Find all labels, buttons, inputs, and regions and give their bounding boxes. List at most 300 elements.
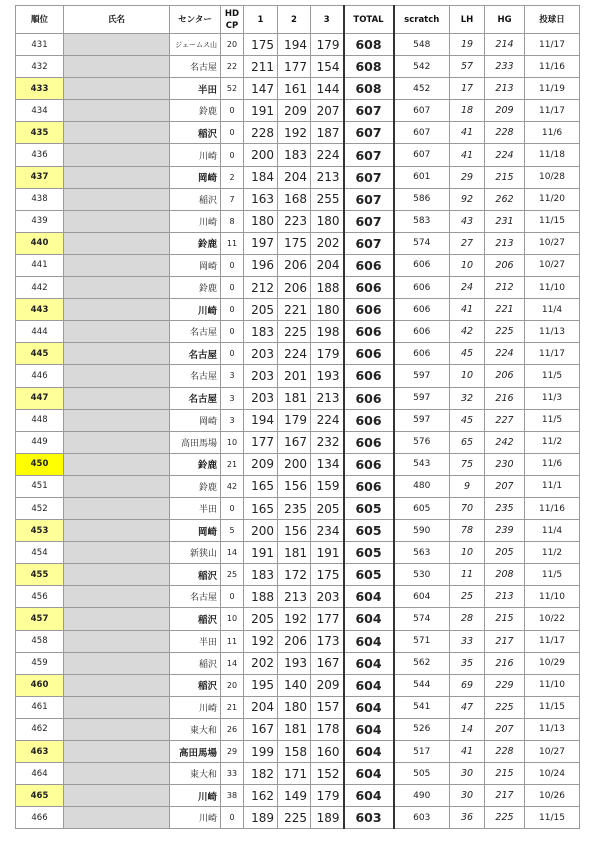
scratch-score: 605 (394, 497, 450, 519)
name-cell (64, 718, 170, 740)
high-game: 216 (485, 387, 525, 409)
table-row (16, 409, 580, 431)
game1-score: 194 (244, 409, 278, 431)
game2-score: 206 (278, 254, 311, 276)
center-cell: 川崎 (170, 144, 221, 166)
game2-score: 140 (278, 674, 311, 696)
total-score: 605 (344, 497, 394, 519)
play-date: 11/4 (525, 520, 580, 542)
center-cell: 東大和 (170, 718, 221, 740)
name-cell (64, 586, 170, 608)
total-score: 606 (344, 475, 394, 497)
total-score: 607 (344, 166, 394, 188)
scratch-score: 530 (394, 564, 450, 586)
low-high-diff: 18 (450, 100, 485, 122)
rank-cell: 464 (16, 763, 64, 785)
name-cell (64, 277, 170, 299)
total-score: 604 (344, 630, 394, 652)
game2-score: 175 (278, 232, 311, 254)
table-row (16, 34, 580, 56)
rank-cell: 458 (16, 630, 64, 652)
low-high-diff: 33 (450, 630, 485, 652)
name-cell (64, 56, 170, 78)
game1-score: 191 (244, 100, 278, 122)
rank-cell: 452 (16, 497, 64, 519)
high-game: 229 (485, 674, 525, 696)
game1-score: 191 (244, 542, 278, 564)
rank-cell: 445 (16, 343, 64, 365)
high-game: 209 (485, 100, 525, 122)
scratch-score: 586 (394, 188, 450, 210)
table-row (16, 100, 580, 122)
header-game1: 1 (244, 6, 278, 34)
high-game: 231 (485, 210, 525, 232)
rank-cell: 461 (16, 696, 64, 718)
total-score: 606 (344, 431, 394, 453)
rank-cell: 443 (16, 299, 64, 321)
total-score: 606 (344, 299, 394, 321)
table-row (16, 188, 580, 210)
low-high-diff: 45 (450, 409, 485, 431)
name-cell (64, 674, 170, 696)
table-row (16, 608, 580, 630)
game1-score: 165 (244, 475, 278, 497)
rank-cell: 439 (16, 210, 64, 232)
high-game: 235 (485, 497, 525, 519)
hdcp-cell: 0 (221, 254, 244, 276)
center-cell: 川崎 (170, 807, 221, 829)
game2-score: 171 (278, 763, 311, 785)
rank-cell: 450 (16, 453, 64, 475)
rank-cell: 435 (16, 122, 64, 144)
low-high-diff: 10 (450, 365, 485, 387)
play-date: 10/27 (525, 232, 580, 254)
low-high-diff: 32 (450, 387, 485, 409)
center-cell: 名古屋 (170, 343, 221, 365)
high-game: 215 (485, 166, 525, 188)
total-score: 604 (344, 608, 394, 630)
name-cell (64, 232, 170, 254)
hdcp-cell: 10 (221, 608, 244, 630)
table-row (16, 520, 580, 542)
scratch-score: 562 (394, 652, 450, 674)
scratch-score: 574 (394, 608, 450, 630)
game3-score: 160 (311, 741, 344, 763)
game3-score: 234 (311, 520, 344, 542)
play-date: 11/17 (525, 100, 580, 122)
table-row (16, 254, 580, 276)
game3-score: 198 (311, 321, 344, 343)
high-game: 208 (485, 564, 525, 586)
rank-cell: 434 (16, 100, 64, 122)
low-high-diff: 92 (450, 188, 485, 210)
game2-score: 156 (278, 520, 311, 542)
game2-score: 193 (278, 652, 311, 674)
name-cell (64, 365, 170, 387)
name-cell (64, 34, 170, 56)
low-high-diff: 78 (450, 520, 485, 542)
play-date: 11/16 (525, 497, 580, 519)
game2-score: 181 (278, 718, 311, 740)
game1-score: 147 (244, 78, 278, 100)
center-cell: 岡崎 (170, 254, 221, 276)
game1-score: 209 (244, 453, 278, 475)
low-high-diff: 36 (450, 807, 485, 829)
center-cell: 稲沢 (170, 674, 221, 696)
game2-score: 223 (278, 210, 311, 232)
game3-score: 188 (311, 277, 344, 299)
total-score: 605 (344, 520, 394, 542)
table-row (16, 343, 580, 365)
table-row (16, 166, 580, 188)
total-score: 604 (344, 741, 394, 763)
rank-cell: 438 (16, 188, 64, 210)
game1-score: 184 (244, 166, 278, 188)
game1-score: 188 (244, 586, 278, 608)
game1-score: 200 (244, 144, 278, 166)
rank-cell: 440 (16, 232, 64, 254)
game3-score: 159 (311, 475, 344, 497)
total-score: 604 (344, 785, 394, 807)
center-cell: 稲沢 (170, 564, 221, 586)
center-cell: 名古屋 (170, 586, 221, 608)
game1-score: 203 (244, 343, 278, 365)
hdcp-cell: 2 (221, 166, 244, 188)
rank-cell: 441 (16, 254, 64, 276)
name-cell (64, 785, 170, 807)
scratch-score: 606 (394, 321, 450, 343)
play-date: 11/5 (525, 365, 580, 387)
table-row (16, 321, 580, 343)
high-game: 217 (485, 785, 525, 807)
total-score: 608 (344, 34, 394, 56)
game3-score: 179 (311, 343, 344, 365)
play-date: 11/3 (525, 387, 580, 409)
high-game: 225 (485, 807, 525, 829)
hdcp-cell: 7 (221, 188, 244, 210)
table-row (16, 56, 580, 78)
table-row (16, 586, 580, 608)
game1-score: 211 (244, 56, 278, 78)
table-row (16, 78, 580, 100)
table-row (16, 807, 580, 829)
header-hg: HG (485, 6, 525, 34)
game1-score: 205 (244, 608, 278, 630)
table-row (16, 497, 580, 519)
hdcp-cell: 3 (221, 387, 244, 409)
name-cell (64, 652, 170, 674)
game1-score: 203 (244, 387, 278, 409)
game3-score: 178 (311, 718, 344, 740)
play-date: 11/15 (525, 807, 580, 829)
game1-score: 199 (244, 741, 278, 763)
game2-score: 201 (278, 365, 311, 387)
table-row (16, 564, 580, 586)
scratch-score: 606 (394, 343, 450, 365)
center-cell: 新狭山 (170, 542, 221, 564)
rank-cell: 455 (16, 564, 64, 586)
total-score: 607 (344, 144, 394, 166)
table-row (16, 210, 580, 232)
total-score: 606 (344, 365, 394, 387)
header-game2: 2 (278, 6, 311, 34)
game1-score: 212 (244, 277, 278, 299)
scratch-score: 606 (394, 277, 450, 299)
scratch-score: 590 (394, 520, 450, 542)
hdcp-cell: 0 (221, 122, 244, 144)
game2-score: 194 (278, 34, 311, 56)
game2-score: 179 (278, 409, 311, 431)
table-row (16, 696, 580, 718)
total-score: 604 (344, 718, 394, 740)
game3-score: 191 (311, 542, 344, 564)
center-cell: 岡崎 (170, 409, 221, 431)
play-date: 11/13 (525, 718, 580, 740)
hdcp-cell: 21 (221, 453, 244, 475)
table-row (16, 144, 580, 166)
high-game: 225 (485, 696, 525, 718)
game2-score: 156 (278, 475, 311, 497)
low-high-diff: 11 (450, 564, 485, 586)
header-hdcp-line2: CP (225, 20, 239, 31)
center-cell: 鈴鹿 (170, 453, 221, 475)
name-cell (64, 520, 170, 542)
header-name: 氏名 (64, 6, 170, 34)
low-high-diff: 9 (450, 475, 485, 497)
center-cell: 名古屋 (170, 365, 221, 387)
header-game3: 3 (311, 6, 344, 34)
scratch-score: 606 (394, 254, 450, 276)
header-lh: LH (450, 6, 485, 34)
scratch-score: 597 (394, 365, 450, 387)
hdcp-cell: 0 (221, 343, 244, 365)
game1-score: 175 (244, 34, 278, 56)
name-cell (64, 630, 170, 652)
game1-score: 189 (244, 807, 278, 829)
high-game: 228 (485, 122, 525, 144)
total-score: 607 (344, 210, 394, 232)
game1-score: 197 (244, 232, 278, 254)
play-date: 10/24 (525, 763, 580, 785)
high-game: 207 (485, 475, 525, 497)
game2-score: 180 (278, 696, 311, 718)
high-game: 207 (485, 718, 525, 740)
scratch-score: 597 (394, 387, 450, 409)
game3-score: 189 (311, 807, 344, 829)
hdcp-cell: 0 (221, 321, 244, 343)
game1-score: 202 (244, 652, 278, 674)
game1-score: 196 (244, 254, 278, 276)
game3-score: 213 (311, 387, 344, 409)
total-score: 604 (344, 763, 394, 785)
header-hdcp (221, 6, 244, 34)
play-date: 11/1 (525, 475, 580, 497)
high-game: 227 (485, 409, 525, 431)
game3-score: 202 (311, 232, 344, 254)
center-cell: 東大和 (170, 763, 221, 785)
play-date: 11/13 (525, 321, 580, 343)
play-date: 11/20 (525, 188, 580, 210)
scratch-score: 576 (394, 431, 450, 453)
table-row (16, 453, 580, 475)
table-row (16, 232, 580, 254)
high-game: 213 (485, 586, 525, 608)
low-high-diff: 30 (450, 785, 485, 807)
table-row (16, 387, 580, 409)
rank-cell: 456 (16, 586, 64, 608)
total-score: 604 (344, 674, 394, 696)
scratch-score: 601 (394, 166, 450, 188)
rank-cell: 465 (16, 785, 64, 807)
high-game: 216 (485, 652, 525, 674)
hdcp-cell: 0 (221, 144, 244, 166)
name-cell (64, 453, 170, 475)
rank-cell: 436 (16, 144, 64, 166)
game1-score: 180 (244, 210, 278, 232)
center-cell: 稲沢 (170, 122, 221, 144)
table-row (16, 674, 580, 696)
table-row (16, 652, 580, 674)
low-high-diff: 10 (450, 254, 485, 276)
high-game: 230 (485, 453, 525, 475)
game1-score: 163 (244, 188, 278, 210)
total-score: 606 (344, 277, 394, 299)
high-game: 214 (485, 34, 525, 56)
table-row (16, 299, 580, 321)
play-date: 11/2 (525, 542, 580, 564)
game3-score: 209 (311, 674, 344, 696)
total-score: 604 (344, 586, 394, 608)
total-score: 607 (344, 232, 394, 254)
high-game: 228 (485, 741, 525, 763)
name-cell (64, 166, 170, 188)
low-high-diff: 47 (450, 696, 485, 718)
center-cell: 名古屋 (170, 321, 221, 343)
center-cell: 岡崎 (170, 520, 221, 542)
low-high-diff: 70 (450, 497, 485, 519)
total-score: 606 (344, 409, 394, 431)
header-hdcp-line1: HD (224, 8, 240, 19)
game1-score: 195 (244, 674, 278, 696)
high-game: 217 (485, 630, 525, 652)
game3-score: 175 (311, 564, 344, 586)
play-date: 11/18 (525, 144, 580, 166)
game2-score: 167 (278, 431, 311, 453)
scratch-score: 526 (394, 718, 450, 740)
total-score: 606 (344, 453, 394, 475)
scratch-score: 606 (394, 299, 450, 321)
game3-score: 255 (311, 188, 344, 210)
name-cell (64, 100, 170, 122)
low-high-diff: 35 (450, 652, 485, 674)
rank-cell: 457 (16, 608, 64, 630)
hdcp-cell: 42 (221, 475, 244, 497)
play-date: 11/5 (525, 409, 580, 431)
scratch-score: 452 (394, 78, 450, 100)
center-cell: 鈴鹿 (170, 100, 221, 122)
play-date: 11/17 (525, 630, 580, 652)
game2-score: 206 (278, 277, 311, 299)
scratch-score: 563 (394, 542, 450, 564)
total-score: 607 (344, 188, 394, 210)
total-score: 606 (344, 343, 394, 365)
game3-score: 207 (311, 100, 344, 122)
game3-score: 224 (311, 144, 344, 166)
center-cell: 川崎 (170, 299, 221, 321)
total-score: 605 (344, 564, 394, 586)
hdcp-cell: 14 (221, 542, 244, 564)
game3-score: 203 (311, 586, 344, 608)
play-date: 10/27 (525, 741, 580, 763)
center-cell: 鈴鹿 (170, 277, 221, 299)
header-date: 投球日 (525, 6, 580, 34)
play-date: 11/10 (525, 586, 580, 608)
name-cell (64, 122, 170, 144)
hdcp-cell: 20 (221, 34, 244, 56)
header-rank: 順位 (16, 6, 64, 34)
high-game: 206 (485, 254, 525, 276)
table-row (16, 277, 580, 299)
hdcp-cell: 33 (221, 763, 244, 785)
game2-score: 181 (278, 542, 311, 564)
game3-score: 173 (311, 630, 344, 652)
hdcp-cell: 38 (221, 785, 244, 807)
game1-score: 200 (244, 520, 278, 542)
center-cell: 川崎 (170, 210, 221, 232)
high-game: 213 (485, 232, 525, 254)
low-high-diff: 25 (450, 586, 485, 608)
scratch-score: 607 (394, 144, 450, 166)
name-cell (64, 78, 170, 100)
low-high-diff: 41 (450, 299, 485, 321)
scratch-score: 541 (394, 696, 450, 718)
hdcp-cell: 0 (221, 807, 244, 829)
hdcp-cell: 0 (221, 497, 244, 519)
ranking-table (15, 5, 580, 829)
high-game: 206 (485, 365, 525, 387)
play-date: 11/19 (525, 78, 580, 100)
hdcp-cell: 5 (221, 520, 244, 542)
game2-score: 235 (278, 497, 311, 519)
name-cell (64, 188, 170, 210)
game1-score: 203 (244, 365, 278, 387)
play-date: 11/2 (525, 431, 580, 453)
total-score: 604 (344, 696, 394, 718)
low-high-diff: 65 (450, 431, 485, 453)
scratch-score: 604 (394, 586, 450, 608)
table-row (16, 785, 580, 807)
low-high-diff: 41 (450, 122, 485, 144)
game2-score: 200 (278, 453, 311, 475)
table-row (16, 542, 580, 564)
center-cell: 稲沢 (170, 608, 221, 630)
hdcp-cell: 3 (221, 365, 244, 387)
rank-cell: 431 (16, 34, 64, 56)
total-score: 606 (344, 321, 394, 343)
rank-cell: 453 (16, 520, 64, 542)
game2-score: 177 (278, 56, 311, 78)
game3-score: 154 (311, 56, 344, 78)
header-scratch: scratch (394, 6, 450, 34)
scratch-score: 480 (394, 475, 450, 497)
hdcp-cell: 3 (221, 409, 244, 431)
high-game: 262 (485, 188, 525, 210)
low-high-diff: 45 (450, 343, 485, 365)
low-high-diff: 41 (450, 741, 485, 763)
game1-score: 183 (244, 564, 278, 586)
low-high-diff: 29 (450, 166, 485, 188)
play-date: 11/6 (525, 122, 580, 144)
